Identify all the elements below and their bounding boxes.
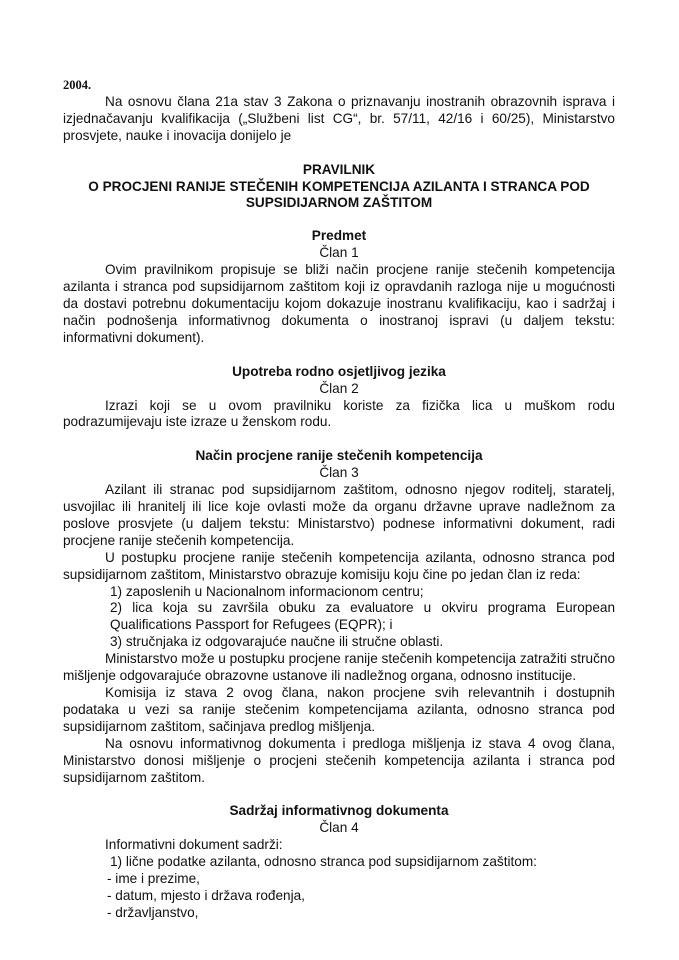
section-heading: Sadržaj informativnog dokumenta — [229, 803, 449, 819]
paragraph: Ministarstvo može u postupku procjene ranije stečenih kompetencija zatražiti stručno mišljenje odgovarajuće obrazovne ustanove ili nadležnog organa, odnosno institucije. — [63, 651, 616, 684]
article-number: Član 1 — [319, 245, 359, 261]
list-item: 1) lične podatke azilanta, odnosno stranca pod supsidijarnom zaštitom: — [110, 854, 537, 870]
title-line: SUPSIDIJARNOM ZAŠTITOM — [245, 195, 433, 211]
article-number: Član 4 — [319, 820, 359, 836]
section-heading: Predmet — [311, 228, 367, 244]
dash-item: - ime i prezime, — [107, 871, 200, 887]
dash-item: - datum, mjesto i država rođenja, — [107, 887, 305, 903]
paragraph: Informativni dokument sadrži: — [105, 837, 283, 853]
list-item: 2) lica koja su završila obuku za evaluatore u okviru programa European Qualifications Passport for Refugees (EQPR); i — [110, 600, 615, 633]
section-heading: Način procjene ranije stečenih kompetencija — [195, 448, 483, 464]
paragraph: Ovim pravilnikom propisuje se bliži način procjene ranije stečenih kompetencija azilanta i stranca pod supsidijarnom zaštitom koji iz opravdanih razloga nije u mogućnosti da dostavi potrebnu dokumentaciju kojom dokazuje inostranu kvalifikaciju, kao i sadržaj i način podnošenja informativnog dokumenta o inostranoj ispravi (u daljem tekstu: informativni dokument). — [63, 262, 615, 345]
title-line: PRAVILNIK — [302, 161, 376, 177]
preamble: Na osnovu člana 21a stav 3 Zakona o priznavanju inostranih obrazovnih isprava i izjednačavanju kvalifikacija („Službeni list CG“, br. 57/11, 42/16 i 60/25), Ministarstvo prosvjete, nauke i inovacija donijelo je — [63, 93, 615, 143]
article-number: Član 2 — [319, 380, 359, 396]
paragraph: Komisija iz stava 2 ovog člana, nakon procjene svih relevantnih i dostupnih podataka u vezi sa ranije stečenim kompetencijama azilanta, odnosno stranca pod supsidijarnom zaštitom, sačinjava predlog mišljenja. — [63, 685, 615, 734]
title-line: O PROCJENI RANIJE STEČENIH KOMPETENCIJA AZILANTA I STRANCA POD — [88, 178, 590, 194]
dash-item: - državljanstvo, — [107, 904, 199, 920]
document-body — [63, 77, 615, 922]
paragraph: Na osnovu informativnog dokumenta i predloga mišljenja iz stava 4 ovog člana, Ministarstvo donosi mišljenje o procjeni stečenih kompetencija azilanta i stranca pod supsidijarnom zaštitom. — [63, 735, 615, 785]
section-heading: Upotreba rodno osjetljivog jezika — [232, 363, 446, 379]
paragraph: Azilant ili stranac pod supsidijarnom zaštitom, odnosno njegov roditelj, staratelj, usvojilac ili hranitelj ili lice koje ovlasti može da organu državne uprave nadležnom za poslove prosvjete (u daljem tekstu: Ministarstvo) podnese informativni dokument, radi procjene ranije stečenih kompetencija. — [63, 482, 615, 548]
article-number: Član 3 — [319, 465, 359, 481]
document-number: 2004. — [63, 78, 92, 92]
paragraph: U postupku procjene ranije stečenih kompetencija azilanta, odnosno stranca pod supsidijarnom zaštitom, Ministarstvo obrazuje komisiju koju čine po jedan član iz reda: — [63, 549, 615, 582]
document-title — [63, 162, 615, 213]
paragraph: Izrazi koji se u ovom pravilniku koriste za fizička lica u muškom rodu podrazumijevaju iste izraze u ženskom rodu. — [63, 397, 615, 430]
list-item: 1) zaposlenih u Nacionalnom informacionom centru; — [110, 583, 424, 599]
list-item: 3) stručnjaka iz odgovarajuće naučne ili stručne oblasti. — [110, 634, 444, 650]
